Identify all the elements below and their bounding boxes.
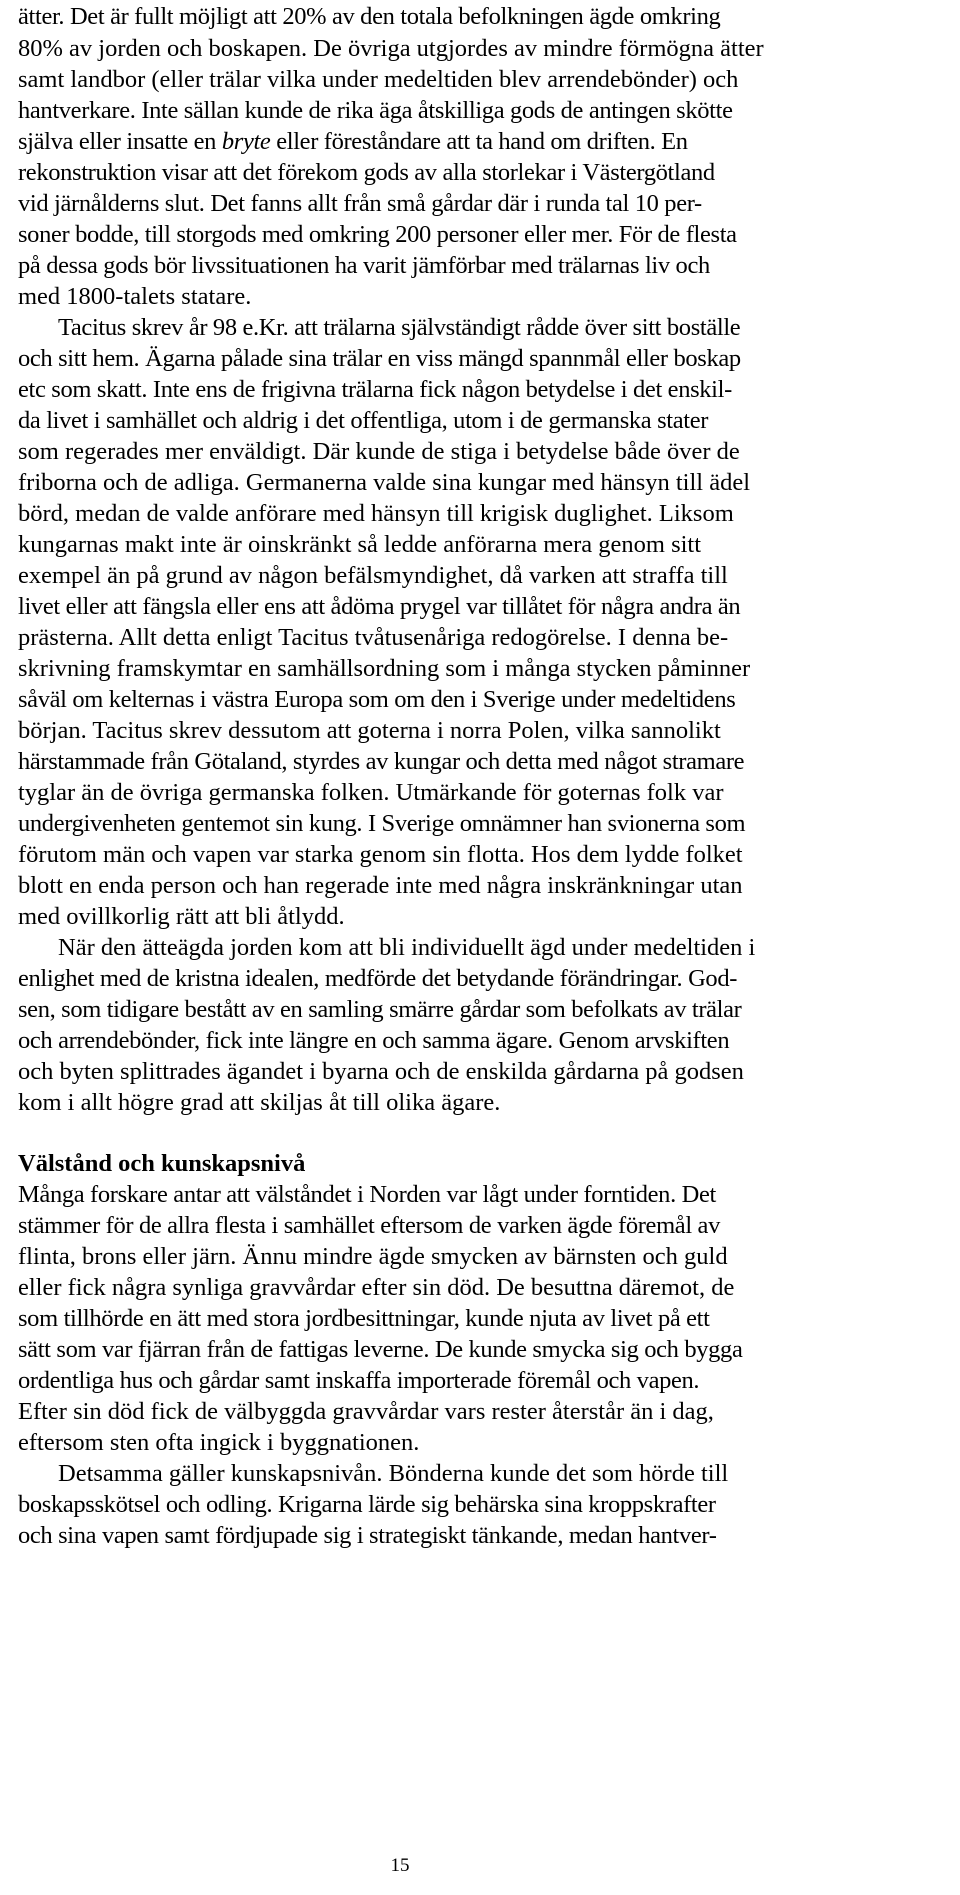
body-text-line: Detsamma gäller kunskapsnivån. Bönderna kunde det som hörde till xyxy=(58,1460,729,1487)
body-text-line: och byten splittrades ägandet i byarna och de enskilda gårdarna på godsen xyxy=(18,1058,744,1085)
body-text-line: sätt som var fjärran från de fattigas leverne. De kunde smycka sig och bygga xyxy=(18,1336,743,1363)
body-text-line: prästerna. Allt detta enligt Tacitus tvåtusenåriga redogörelse. I denna be- xyxy=(18,624,729,651)
body-text-line: samt landbor (eller trälar vilka under medeltiden blev arrendebönder) och xyxy=(18,66,739,93)
body-text-line: ätter. Det är fullt möjligt att 20% av den totala befolkningen ägde omkring xyxy=(18,3,721,30)
body-text-line xyxy=(18,127,688,157)
body-text-line: såväl om kelternas i västra Europa som om den i Sverige under medeltidens xyxy=(18,686,736,713)
body-text-line: etc som skatt. Inte ens de frigivna trälarna fick någon betydelse i det enskil- xyxy=(18,376,732,403)
body-text-line: När den ätteägda jorden kom att bli individuellt ägd under medeltiden i xyxy=(58,934,756,961)
body-text-line: Efter sin död fick de välbyggda gravvårdar vars rester återstår än i dag, xyxy=(18,1398,714,1425)
body-text-line: som regerades mer enväldigt. Där kunde de stiga i betydelse både över de xyxy=(18,438,740,465)
body-text-line: hantverkare. Inte sällan kunde de rika äga åtskilliga gods de antingen skötte xyxy=(18,97,733,124)
body-text-line: rekonstruktion visar att det förekom gods av alla storlekar i Västergötland xyxy=(18,159,715,186)
body-text-line: livet eller att fängsla eller ens att ådöma prygel var tillåtet för några andra än xyxy=(18,593,741,620)
body-text-line: da livet i samhället och aldrig i det offentliga, utom i de germanska stater xyxy=(18,407,709,434)
body-text-line: eftersom sten ofta ingick i byggnationen. xyxy=(18,1429,420,1456)
body-text-line: börd, medan de valde anförare med hänsyn till krigisk duglighet. Liksom xyxy=(18,500,734,527)
body-text-line: boskapsskötsel och odling. Krigarna lärde sig behärska sina kroppskrafter xyxy=(18,1491,716,1518)
body-text-line: på dessa gods bör livssituationen ha varit jämförbar med trälarnas liv och xyxy=(18,252,710,279)
body-text-line: enlighet med de kristna idealen, medförde det betydande förändringar. God- xyxy=(18,965,738,992)
body-text-line: början. Tacitus skrev dessutom att goterna i norra Polen, vilka sannolikt xyxy=(18,717,721,744)
body-text-line: tyglar än de övriga germanska folken. Utmärkande för goternas folk var xyxy=(18,779,724,806)
body-text-line: Tacitus skrev år 98 e.Kr. att trälarna självständigt rådde över sitt boställe xyxy=(58,314,741,341)
body-text-line: skrivning framskymtar en samhällsordning som i många stycken påminner xyxy=(18,655,751,682)
body-text-line: undergivenheten gentemot sin kung. I Sverige omnämner han svionerna som xyxy=(18,810,746,837)
body-text-line: Många forskare antar att välståndet i Norden var lågt under forntiden. Det xyxy=(18,1181,716,1208)
body-text-line: stämmer för de allra flesta i samhället eftersom de varken ägde föremål av xyxy=(18,1212,720,1239)
body-text-span: eller föreståndare att ta hand om driften. En xyxy=(270,128,688,155)
body-text-line: kom i allt högre grad att skiljas åt till olika ägare. xyxy=(18,1089,501,1116)
body-text-line: eller fick några synliga gravvårdar efter sin död. De besuttna däremot, de xyxy=(18,1274,735,1301)
emphasized-term: bryte xyxy=(221,128,271,155)
body-text-span: själva eller insatte en xyxy=(18,128,222,155)
body-text-line: friborna och de adliga. Germanerna valde sina kungar med hänsyn till ädel xyxy=(18,469,751,496)
body-text-line: och arrendebönder, fick inte längre en och samma ägare. Genom arvskiften xyxy=(18,1027,730,1054)
body-text-line: flinta, brons eller järn. Ännu mindre ägde smycken av bärnsten och guld xyxy=(18,1243,728,1270)
body-text-line: sen, som tidigare bestått av en samling smärre gårdar som befolkats av trälar xyxy=(18,996,742,1023)
body-text-line: förutom män och vapen var starka genom sin flotta. Hos dem lydde folket xyxy=(18,841,743,868)
body-text-line: med 1800-talets statare. xyxy=(18,283,252,310)
body-text-line: vid järnålderns slut. Det fanns allt från små gårdar där i runda tal 10 per- xyxy=(18,190,702,217)
body-text-line: ordentliga hus och gårdar samt inskaffa importerade föremål och vapen. xyxy=(18,1367,700,1394)
body-text-line: soner bodde, till storgods med omkring 200 personer eller mer. För de flesta xyxy=(18,221,737,248)
body-text-line: blott en enda person och han regerade inte med några inskränkningar utan xyxy=(18,872,743,899)
body-text-line: härstammade från Götaland, styrdes av kungar och detta med något stramare xyxy=(18,748,745,775)
page-number: 15 xyxy=(390,1855,410,1876)
body-text-line: och sitt hem. Ägarna pålade sina trälar en viss mängd spannmål eller boskap xyxy=(18,345,741,372)
body-text-line: som tillhörde en ätt med stora jordbesittningar, kunde njuta av livet på ett xyxy=(18,1305,710,1332)
body-text-line: kungarnas makt inte är oinskränkt så ledde anförarna mera genom sitt xyxy=(18,531,702,558)
body-text-line: exempel än på grund av någon befälsmyndighet, då varken att straffa till xyxy=(18,562,728,589)
body-text-line: 80% av jorden och boskapen. De övriga utgjordes av mindre förmögna ätter xyxy=(18,35,764,62)
body-text-line: och sina vapen samt fördjupade sig i strategiskt tänkande, medan hantver- xyxy=(18,1522,717,1549)
section-heading: Välstånd och kunskapsnivå xyxy=(18,1150,306,1177)
body-text-line: med ovillkorlig rätt att bli åtlydd. xyxy=(18,903,345,930)
